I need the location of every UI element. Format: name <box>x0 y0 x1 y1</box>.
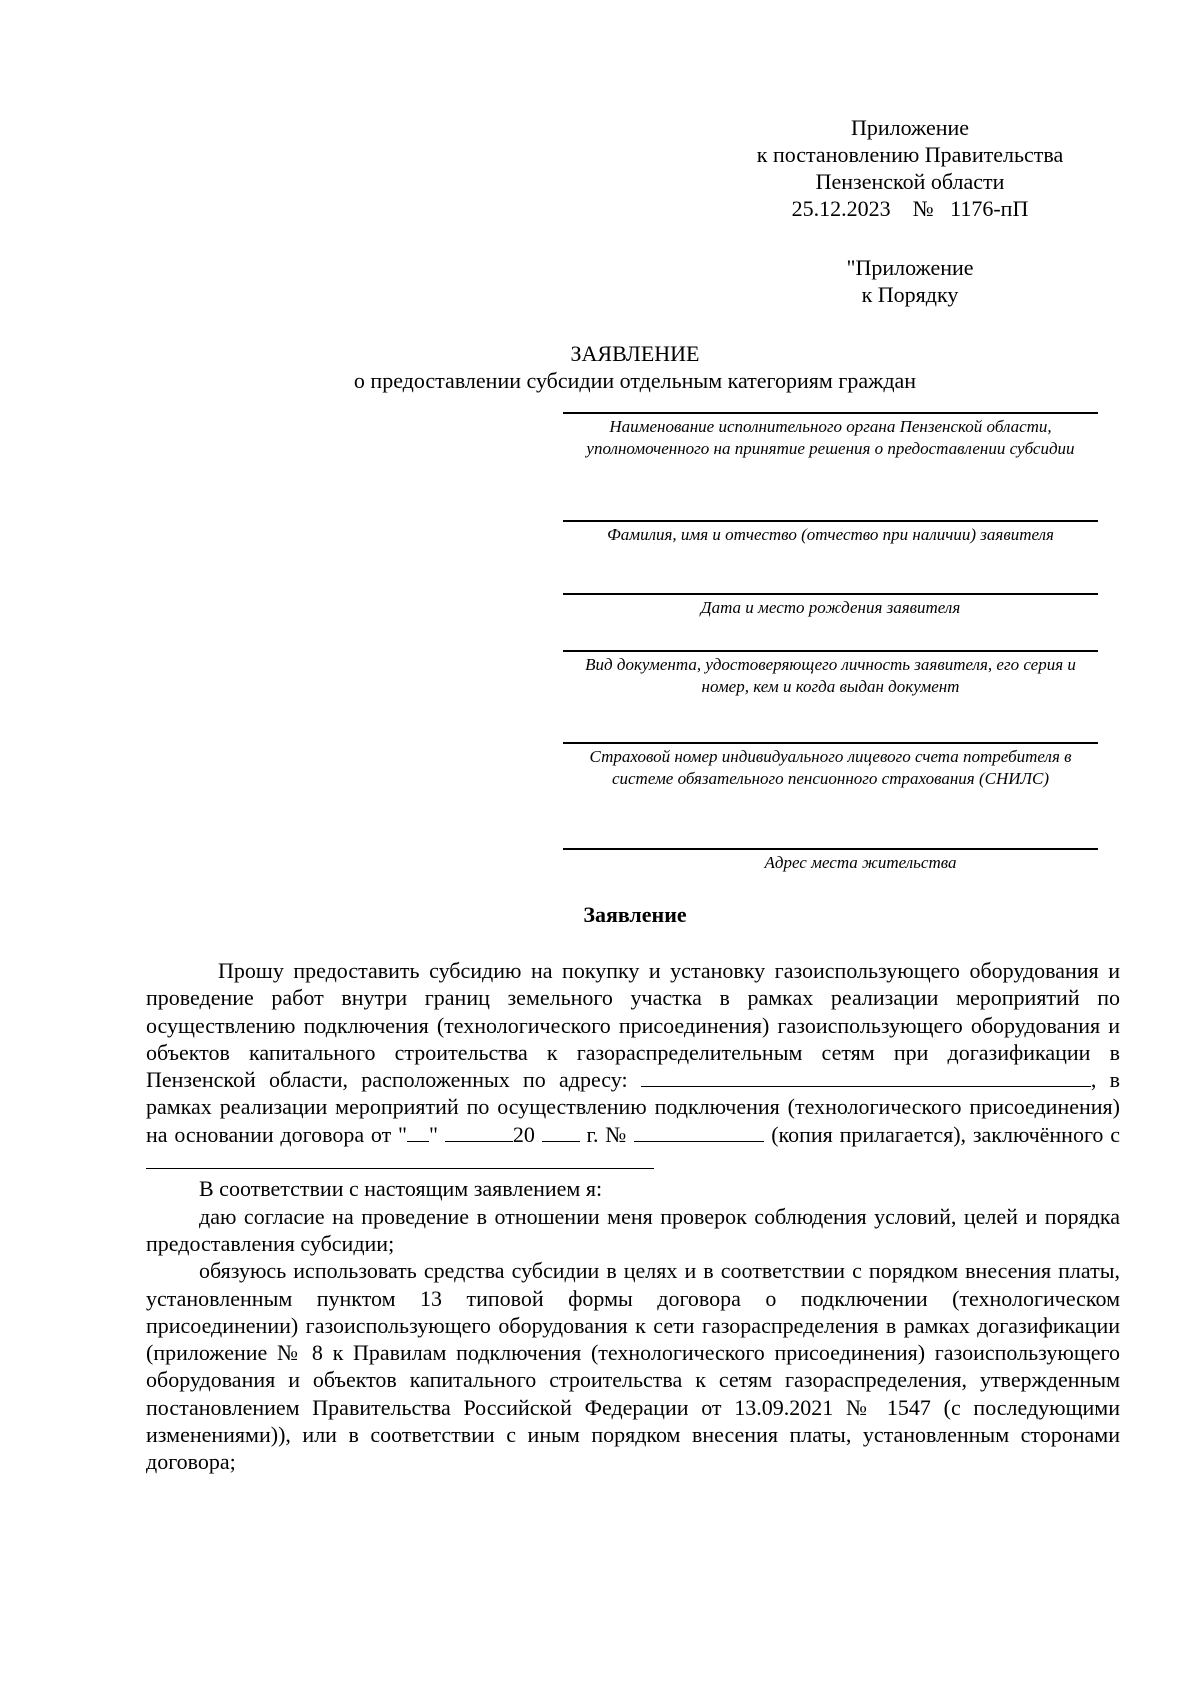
request-text-3: " <box>429 1121 439 1147</box>
field-identity-document[interactable] <box>563 650 1098 698</box>
paragraph-consent: даю согласие на проведение в отношении меня проверок соблюдения условий, целей и порядка предоставления субсидии; <box>146 1203 1120 1256</box>
request-text-2: , в рамках реализации мероприятий по осуществлению подключения (технологического присоединения) на основании договора от " <box>146 1067 1121 1147</box>
annex-number: 1176-пП <box>950 196 1029 221</box>
field-snils[interactable] <box>563 742 1098 790</box>
document-title: ЗАЯВЛЕНИЕ <box>570 341 700 366</box>
annex-line-3: Пензенской области <box>815 169 1005 194</box>
field-caption: Наименование исполнительного органа Пензенской области, уполномоченного на принятие решения о предоставлении субсидии <box>586 417 1075 458</box>
field-birth-date-place[interactable] <box>563 593 1098 619</box>
request-text-1: Прошу предоставить субсидию на покупку и установку газоиспользующего оборудования и проведение работ внутри границ земельного участка в рамках реализации мероприятий по осуществлению подключения (технологического присоединения) газоиспользующего оборудования и объектов капитального строительства к газораспределительным сетям при догазификации в Пензенской области, расположенных по адресу: <box>146 958 1120 1093</box>
annex2-line-2: к Порядку <box>861 282 959 307</box>
address-blank[interactable] <box>641 1068 1091 1087</box>
contract-year-blank[interactable] <box>542 1123 580 1142</box>
field-caption: Страховой номер индивидуального лицевого счета потребителя в системе обязательного пенсионного страхования (СНИЛС) <box>589 747 1072 788</box>
paragraph-request <box>146 957 1120 1175</box>
contract-day-blank[interactable] <box>407 1123 429 1142</box>
field-caption: Адрес места жительства <box>764 853 957 872</box>
annex2-line-1: "Приложение <box>846 255 974 280</box>
request-text-4: г. № <box>586 1121 628 1147</box>
annex-number-sign: № <box>912 196 934 221</box>
field-executive-body[interactable] <box>563 412 1098 460</box>
field-full-name[interactable] <box>563 520 1098 546</box>
annex-line-1: Приложение <box>850 115 970 140</box>
field-caption: Вид документа, удостоверяющего личность заявителя, его серия и номер, кем и когда выдан документ <box>585 655 1076 696</box>
paragraph-accordance: В соответствии с настоящим заявлением я: <box>199 1176 603 1202</box>
annex-block <box>720 114 1100 222</box>
contract-month-blank[interactable] <box>445 1123 513 1142</box>
annex-to-order-block <box>800 254 1020 308</box>
statement-body <box>146 957 1120 1476</box>
request-text-year-prefix: 20 <box>512 1121 535 1147</box>
field-caption: Фамилия, имя и отчество (отчество при наличии) заявителя <box>607 525 1054 544</box>
field-address[interactable] <box>563 848 1098 874</box>
document-subtitle: о предоставлении субсидии отдельным категориям граждан <box>353 368 917 393</box>
paragraph-obligation: обязуюсь использовать средства субсидии в целях и в соответствии с порядком внесения платы, установленным пунктом 13 типовой формы договора о подключении (технологическом присоединении) газоиспользующего оборудования к сети газораспределения в рамках догазификации (приложение № 8 к Правилам подключения (технологического присоединения) газоиспользующего оборудования и объектов капитального строительства к сетям газораспределения, утвержденным постановлением Правительства Российской Федерации от 13.09.2021 № 1547 (с последующими изменениями)), или в соответствии с иным порядком внесения платы, установленным сторонами договора; <box>146 1258 1120 1475</box>
annex-date-number <box>720 195 1100 222</box>
statement-heading: Заявление <box>583 902 687 927</box>
annex-line-2: к постановлению Правительства <box>756 142 1064 167</box>
request-text-5: (копия прилагается), заключённого с <box>771 1121 1120 1147</box>
field-caption: Дата и место рождения заявителя <box>700 598 961 617</box>
contract-number-blank[interactable] <box>634 1123 764 1142</box>
annex-date: 25.12.2023 <box>791 196 891 221</box>
contractor-blank[interactable] <box>146 1150 654 1169</box>
